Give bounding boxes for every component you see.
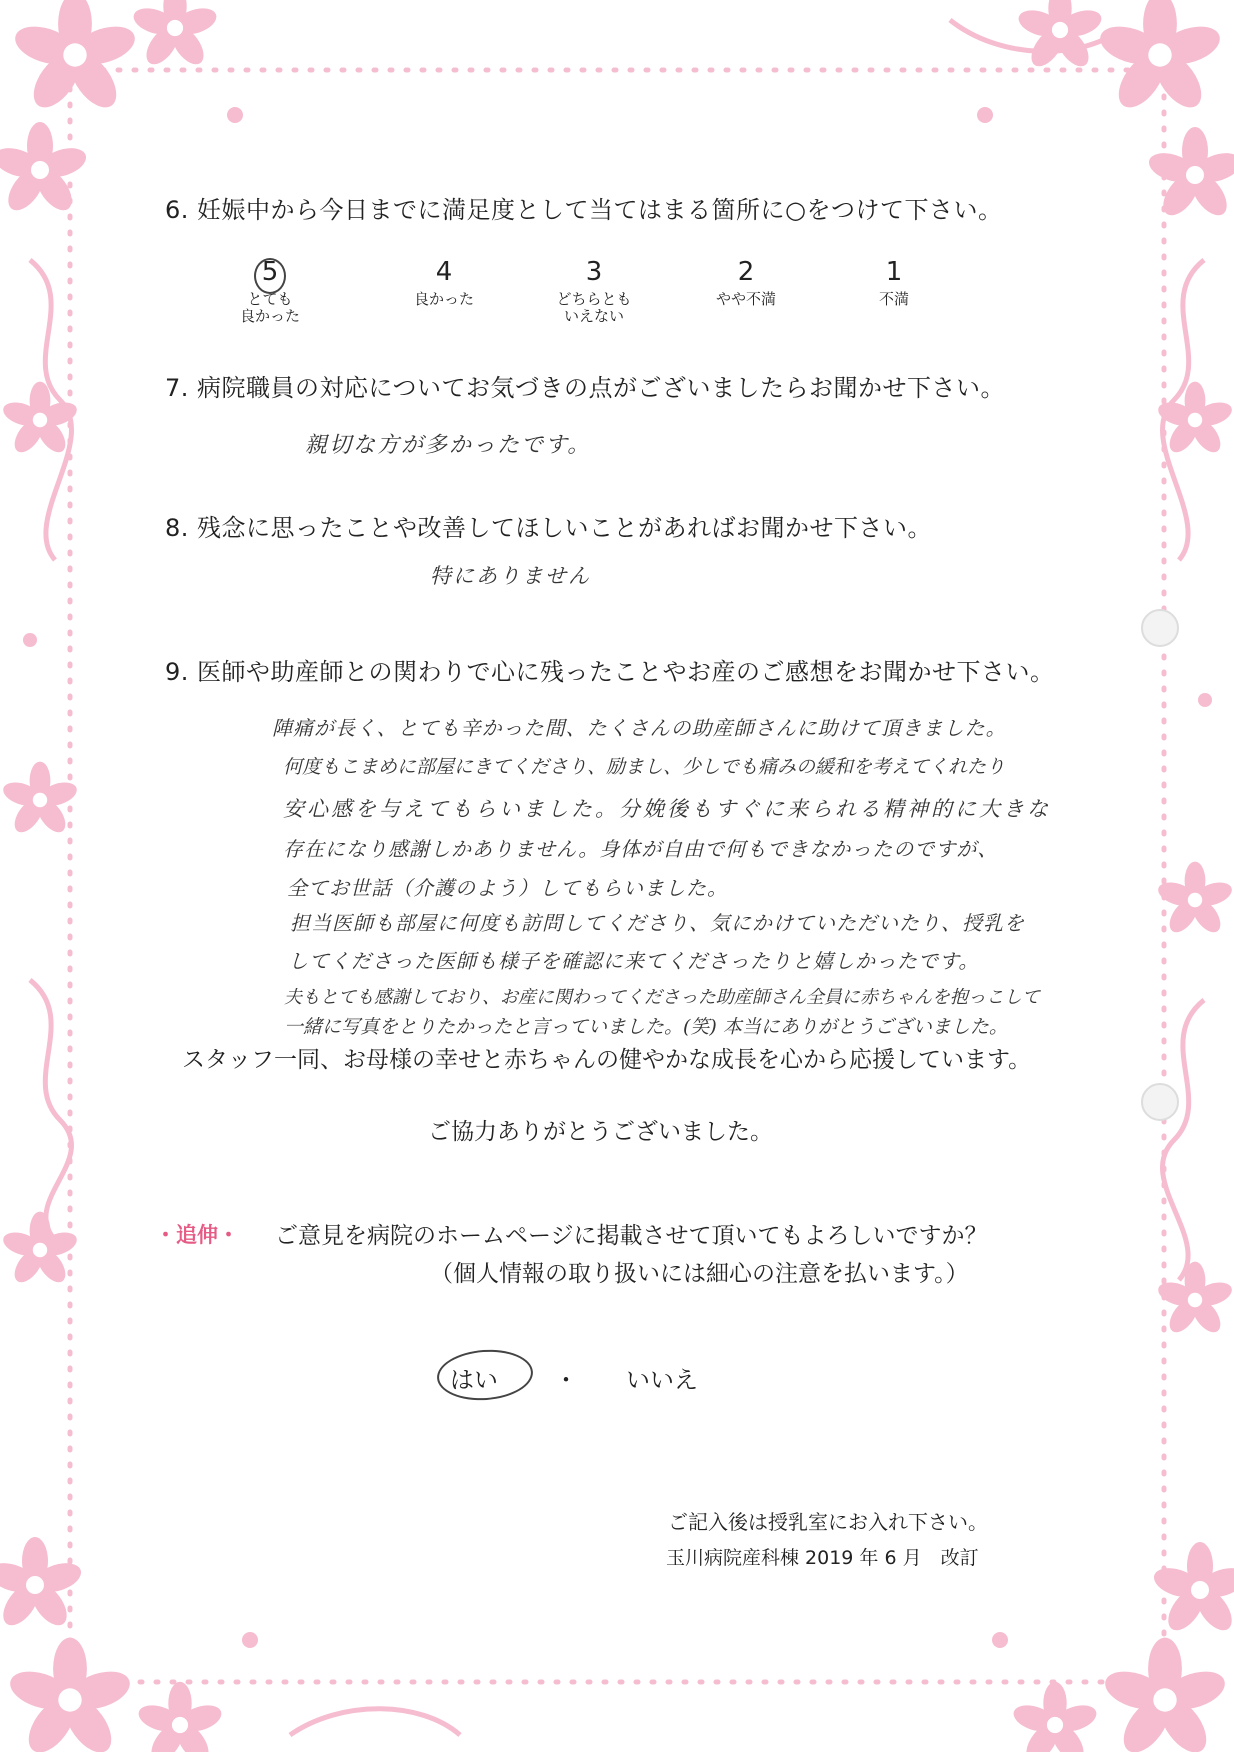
answer-9-line: 一緒に写真をとりたかったと言っていました。(笑) 本当にありがとうございました。 xyxy=(284,1016,1008,1038)
footer-revision: 玉川病院産科棟 2019 年 6 月 改訂 xyxy=(666,1547,979,1569)
answer-8-handwritten: 特にありません xyxy=(430,564,591,588)
footer-instruction: ご記入後は授乳室にお入れ下さい。 xyxy=(668,1510,988,1534)
scale-label-5: とても 良かった xyxy=(239,290,300,325)
selected-circle-mark xyxy=(254,258,286,294)
postscript-note: （個人情報の取り扱いには細心の注意を払います。） xyxy=(430,1261,969,1287)
yes-option[interactable]: はい xyxy=(450,1366,498,1394)
answer-9-line: してくださった医師も様子を確認に来てくださったりと嬉しかったです。 xyxy=(288,949,980,973)
question-9: 9. 医師や助産師との関わりで心に残ったことやお産のご感想をお聞かせ下さい。 xyxy=(165,658,1055,686)
answer-9-line: 存在になり感謝しかありません。身体が自由で何もできなかったのですが、 xyxy=(283,837,999,861)
question-8: 8. 残念に思ったことや改善してほしいことがあればお聞かせ下さい。 xyxy=(165,514,933,542)
scale-value-2[interactable]: 2 xyxy=(737,257,755,287)
scale-label-4: 良かった xyxy=(413,290,474,308)
closing-message: スタッフ一同、お母様の幸せと赤ちゃんの健やかな成長を心から応援しています。 xyxy=(182,1047,1032,1073)
question-7: 7. 病院職員の対応についてお気づきの点がございましたらお聞かせ下さい。 xyxy=(165,374,1006,402)
no-option[interactable]: いいえ xyxy=(626,1366,698,1394)
answer-9-line: 何度もこまめに部屋にきてくださり、励まし、少しでも痛みの緩和を考えてくれたり xyxy=(283,756,1006,778)
question-6: 6. 妊娠中から今日までに満足度として当てはまる箇所に○をつけて下さい。 xyxy=(165,196,1003,224)
scale-value-5[interactable]: 5 xyxy=(261,257,279,287)
postscript-question: ご意見を病院のホームページに掲載させて頂いてもよろしいですか？ xyxy=(275,1223,988,1249)
answer-7-handwritten: 親切な方が多かったです。 xyxy=(305,433,592,458)
answer-9-line: 陣痛が長く、とても辛かった間、たくさんの助産師さんに助けて頂きました。 xyxy=(272,716,1007,740)
scale-label-2: やや不満 xyxy=(715,290,776,308)
scale-value-1[interactable]: 1 xyxy=(885,257,903,287)
scale-label-1: 不満 xyxy=(878,290,909,308)
scale-value-3[interactable]: 3 xyxy=(585,257,603,287)
thanks-message: ご協力ありがとうございました。 xyxy=(428,1119,773,1145)
answer-9-line: 夫もとても感謝しており、お産に関わってくださった助産師さん全員に赤ちゃんを抱っこして xyxy=(284,987,1040,1008)
answer-9-line: 担当医師も部屋に何度も訪問してくださり、気にかけていただいたり、授乳を xyxy=(290,911,1025,935)
option-separator: ・ xyxy=(554,1366,578,1394)
answer-9-line: 安心感を与えてもらいました。分娩後もすぐに来られる精神的に大きな xyxy=(283,797,1051,821)
scale-label-3: どちらとも いえない xyxy=(556,290,632,325)
answer-9-line: 全てお世話（介護のよう）してもらいました。 xyxy=(287,876,728,900)
postscript-tag: ・追伸・ xyxy=(155,1223,239,1247)
scale-value-4[interactable]: 4 xyxy=(435,257,453,287)
